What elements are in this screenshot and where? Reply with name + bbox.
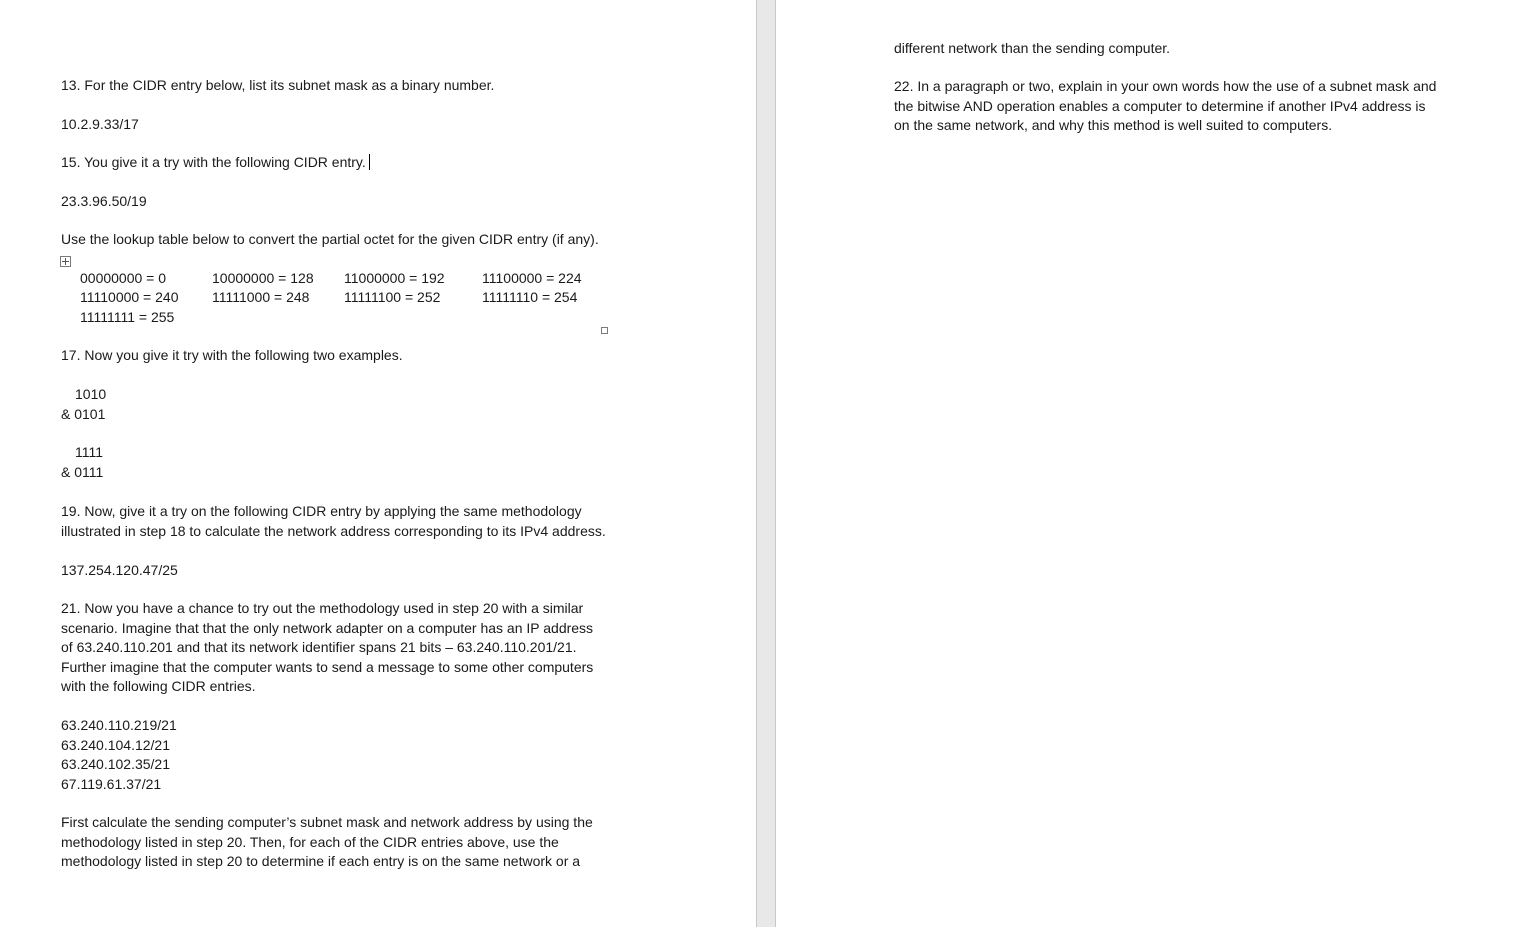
- table-cell[interactable]: 11111111 = 255: [80, 308, 175, 325]
- continuation-line: different network than the sending computer.: [894, 40, 1171, 56]
- table-cell[interactable]: 00000000 = 0: [80, 269, 167, 286]
- page-gap-divider: [756, 0, 776, 927]
- table-cell[interactable]: [482, 307, 602, 327]
- final-paragraph-line-2: methodology listed in step 20. Then, for each of the CIDR entries above, use the: [61, 833, 559, 850]
- question-19: [61, 502, 606, 541]
- question-15-text: 15. You give it a try with the following CIDR entry.: [61, 154, 366, 170]
- table-cell[interactable]: 11000000 = 192: [344, 269, 445, 286]
- question-21-line-5: with the following CIDR entries.: [61, 678, 256, 694]
- text-cursor: [369, 154, 370, 170]
- document-page-right[interactable]: [776, 0, 1540, 927]
- table-cell[interactable]: [212, 307, 344, 327]
- example-1-line-1: 1010: [75, 386, 107, 402]
- table-row: [80, 268, 602, 288]
- cidr-entry: 63.240.104.12/21: [61, 736, 170, 753]
- cidr-list: [61, 716, 177, 794]
- question-19-line-1: 19. Now, give it a try on the following CIDR entry by applying the same methodology: [61, 503, 582, 519]
- question-21-line-4: Further imagine that the computer wants to send a message to some other computers: [61, 658, 594, 675]
- example-2: [61, 443, 103, 482]
- question-21-line-1: 21. Now you have a chance to try out the methodology used in step 20 with a similar: [61, 600, 584, 616]
- cidr-entry: 63.240.110.219/21: [61, 717, 177, 733]
- question-17: 17. Now you give it try with the following two examples.: [61, 347, 403, 363]
- final-paragraph-line-3: methodology listed in step 20 to determine if each entry is on the same network or a: [61, 853, 581, 869]
- cidr-entry: 63.240.102.35/21: [61, 756, 170, 772]
- lookup-intro: Use the lookup table below to convert the partial octet for the given CIDR entry (if any).: [61, 231, 599, 247]
- question-13-cidr: 10.2.9.33/17: [61, 116, 139, 132]
- example-1: [61, 385, 106, 424]
- question-22: [894, 77, 1436, 136]
- table-row: [80, 288, 602, 308]
- final-paragraph-line-1: First calculate the sending computer’s subnet mask and network address by using the: [61, 814, 593, 830]
- example-2-line-2: & 0111: [61, 463, 104, 480]
- question-21-line-2: scenario. Imagine that that the only network adapter on a computer has an IP address: [61, 619, 594, 636]
- table-cell[interactable]: 11100000 = 224: [482, 269, 582, 286]
- table-row: [80, 307, 602, 327]
- table-cell[interactable]: 11111100 = 252: [344, 289, 441, 306]
- question-13: 13. For the CIDR entry below, list its subnet mask as a binary number.: [61, 77, 495, 93]
- table-move-handle-icon[interactable]: [60, 256, 71, 267]
- question-19-line-2: illustrated in step 18 to calculate the network address corresponding to its IPv4 address.: [61, 522, 606, 539]
- question-15-cidr: 23.3.96.50/19: [61, 193, 147, 209]
- final-paragraph: [61, 813, 593, 872]
- question-21-line-3: of 63.240.110.201 and that its network identifier spans 21 bits – 63.240.110.201/21.: [61, 639, 577, 655]
- table-cell[interactable]: [344, 307, 482, 327]
- table-cell[interactable]: 11111000 = 248: [212, 289, 310, 306]
- document-page-left[interactable]: [0, 0, 756, 927]
- example-2-line-1: 1111: [75, 444, 104, 460]
- question-22-line-2: the bitwise AND operation enables a computer to determine if another IPv4 address is: [894, 97, 1426, 114]
- table-cell[interactable]: 11110000 = 240: [80, 289, 179, 306]
- table-resize-handle-icon[interactable]: [601, 327, 608, 334]
- question-19-cidr: 137.254.120.47/25: [61, 562, 178, 578]
- question-22-line-3: on the same network, and why this method is well suited to computers.: [894, 117, 1333, 133]
- example-1-line-2: & 0101: [61, 405, 106, 422]
- lookup-table: [80, 268, 602, 327]
- cidr-entry: 67.119.61.37/21: [61, 775, 162, 792]
- question-22-line-1: 22. In a paragraph or two, explain in your own words how the use of a subnet mask and: [894, 78, 1437, 94]
- question-15: [61, 153, 370, 173]
- table-cell[interactable]: 11111110 = 254: [482, 289, 578, 306]
- table-cell[interactable]: 10000000 = 128: [212, 269, 314, 286]
- question-21: [61, 599, 593, 697]
